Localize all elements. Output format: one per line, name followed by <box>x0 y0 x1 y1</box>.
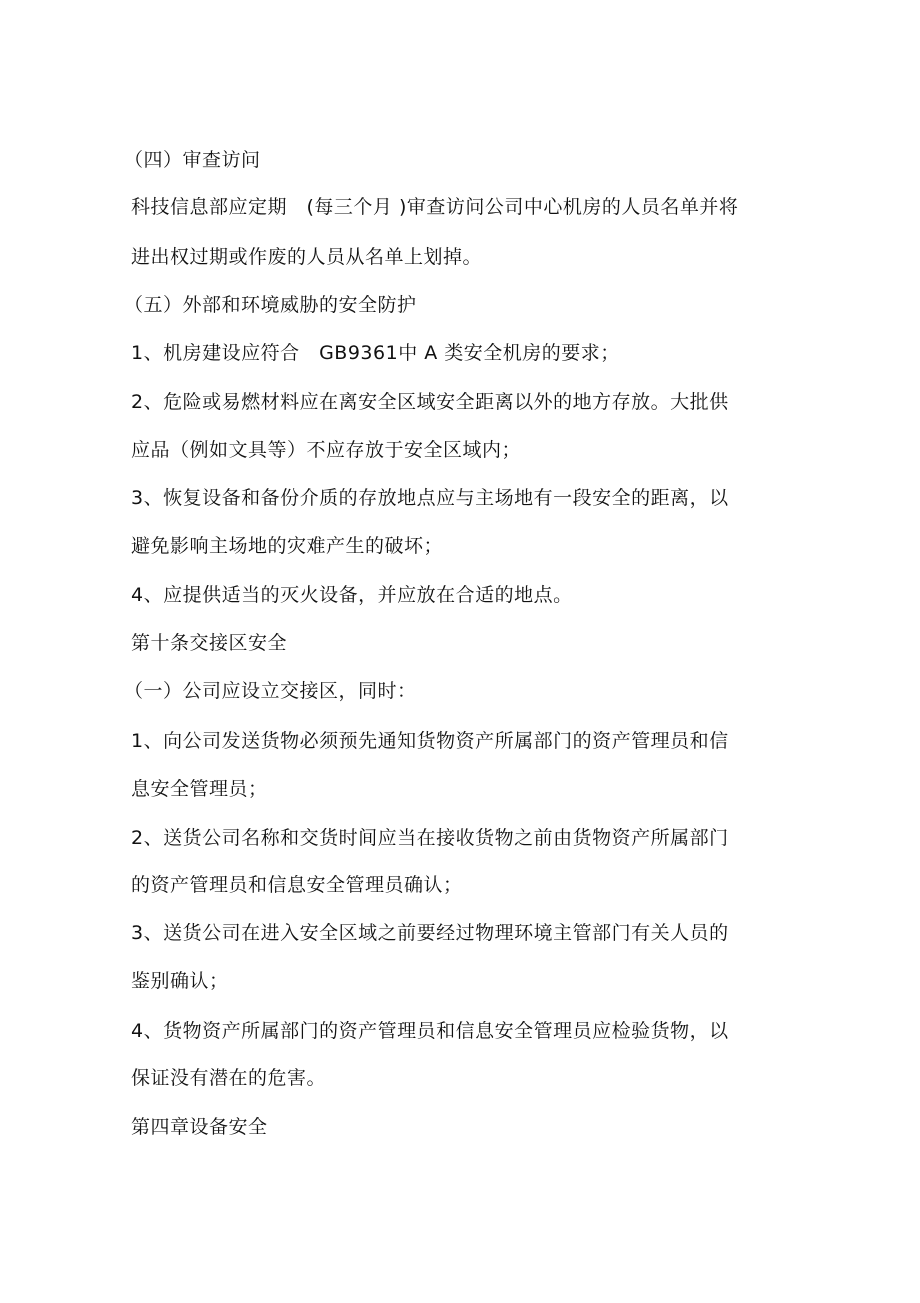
list-item-continuation: 避免影响主场地的灾难产生的破坏； <box>131 535 444 557</box>
list-item-continuation: 鉴别确认； <box>131 970 229 992</box>
list-item: 1、向公司发送货物必须预先通知货物资产所属部门的资产管理员和信 <box>131 730 729 752</box>
section-heading-environment-threats: （五）外部和环境威胁的安全防护 <box>124 294 417 316</box>
list-item: 2、送货公司名称和交货时间应当在接收货物之前由货物资产所属部门 <box>131 827 729 849</box>
list-item: 3、恢复设备和备份介质的存放地点应与主场地有一段安全的距离，以 <box>131 487 729 509</box>
list-item: 1、机房建设应符合 GB9361中 A 类安全机房的要求； <box>131 342 620 364</box>
list-item: 4、应提供适当的灭火设备，并应放在合适的地点。 <box>131 584 573 606</box>
paragraph-line: 科技信息部应定期 (每三个月 )审查访问公司中心机房的人员名单并将 <box>131 196 739 218</box>
list-item-continuation: 的资产管理员和信息安全管理员确认； <box>131 874 463 896</box>
article-heading-handover-area: 第十条交接区安全 <box>131 632 288 654</box>
paragraph-line: 进出权过期或作废的人员从名单上划掉。 <box>131 246 483 268</box>
list-item: 4、货物资产所属部门的资产管理员和信息安全管理员应检验货物，以 <box>131 1020 729 1042</box>
section-heading-handover: （一）公司应设立交接区，同时： <box>124 680 417 702</box>
section-heading-review-access: （四）审查访问 <box>124 149 261 171</box>
list-item: 2、危险或易燃材料应在离安全区域安全距离以外的地方存放。大批供 <box>131 391 729 413</box>
chapter-heading-equipment-security: 第四章设备安全 <box>131 1116 268 1138</box>
list-item: 3、送货公司在进入安全区域之前要经过物理环境主管部门有关人员的 <box>131 922 729 944</box>
list-item-continuation: 保证没有潜在的危害。 <box>131 1067 327 1089</box>
list-item-continuation: 息安全管理员； <box>131 778 268 800</box>
list-item-continuation: 应品（例如文具等）不应存放于安全区域内； <box>131 439 522 461</box>
